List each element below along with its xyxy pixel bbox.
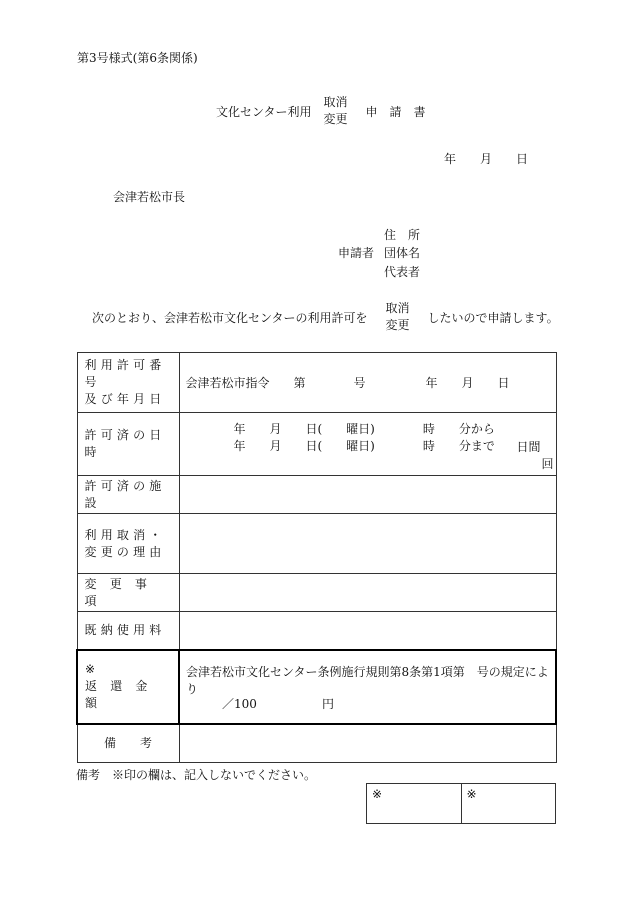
datetime-to: 年 月 日( 曜日) 時 分まで — [233, 439, 495, 453]
refund-rule: 会津若松市文化センター条例施行規則第8条第1項第 号の規定により — [186, 664, 549, 696]
refund-label-text: 返還金額 — [85, 679, 161, 710]
office-use-boxes — [366, 783, 556, 824]
refund-field[interactable] — [179, 650, 556, 724]
office-use-mark-1: ※ — [372, 787, 383, 801]
permit-number-label — [77, 353, 179, 413]
facility-label — [77, 476, 179, 514]
reason-label — [77, 514, 179, 574]
row-permit-datetime — [77, 413, 556, 476]
reason-label-line2: 変更の理由 — [84, 544, 166, 559]
row-permit-number — [77, 353, 556, 413]
change-items-label — [77, 574, 179, 612]
date-line: 年 月 日 — [444, 152, 529, 166]
change-items-label-text: 変更事項 — [84, 576, 161, 608]
footnote: 備考 ※印の欄は、記入しないでください。 — [76, 768, 317, 782]
refund-ratio: ／100 — [222, 696, 257, 711]
fee-paid-label — [77, 612, 179, 650]
permit-datetime-label-text: 許可済の日時 — [84, 428, 166, 459]
row-fee-paid — [77, 612, 556, 650]
facility-label-text: 許可済の施設 — [84, 478, 166, 510]
permit-datetime-field[interactable] — [179, 413, 556, 476]
statement-option-change: 変更 — [385, 318, 410, 332]
reason-field[interactable] — [179, 514, 556, 574]
permit-number-label-line2: 及び年月日 — [84, 392, 166, 406]
remarks-label — [77, 724, 179, 763]
datetime-days: 日間 — [516, 440, 541, 454]
row-facility — [77, 476, 556, 514]
row-remarks — [77, 724, 556, 763]
row-change-items — [77, 574, 556, 612]
row-refund — [77, 650, 556, 724]
fee-paid-label-text: 既納使用料 — [84, 622, 166, 637]
change-items-field[interactable] — [179, 574, 556, 612]
statement-prefix: 次のとおり、会津若松市文化センターの利用許可を — [92, 310, 368, 325]
applicant-label: 申請者 — [338, 246, 375, 260]
addressee: 会津若松市長 — [113, 190, 186, 204]
statement-options — [386, 300, 410, 334]
permit-datetime-label — [77, 413, 179, 476]
datetime-times: 回 — [541, 457, 554, 471]
statement — [92, 300, 559, 334]
permit-number-field[interactable] — [179, 353, 556, 413]
datetime-lines — [234, 421, 495, 455]
refund-mark: ※ — [85, 662, 96, 676]
permit-number-label-line1: 利用許可番号 — [84, 358, 166, 389]
permit-number-value: 会津若松市指令 第 号 年 月 日 — [185, 376, 510, 390]
title-option-cancel: 取消 — [323, 95, 348, 109]
statement-suffix: したいので申請します。 — [427, 310, 559, 325]
reason-label-line1: 利用取消・ — [84, 527, 166, 542]
refund-unit: 円 — [322, 696, 335, 711]
fee-paid-field[interactable] — [179, 612, 556, 650]
statement-option-cancel: 取消 — [385, 301, 410, 315]
title-option-change: 変更 — [323, 112, 348, 126]
document-title — [216, 94, 426, 128]
application-table — [76, 352, 557, 763]
title-prefix: 文化センター利用 — [216, 104, 312, 119]
applicant-group-label: 団体名 — [384, 246, 421, 260]
title-options — [324, 94, 348, 128]
form-number: 第3号様式(第6条関係) — [77, 51, 198, 65]
office-use-box-2 — [461, 784, 556, 824]
remarks-field[interactable] — [179, 724, 556, 763]
refund-label — [77, 650, 179, 724]
applicant-address-label: 住 所 — [384, 228, 421, 242]
title-suffix: 申 請 書 — [365, 104, 426, 119]
datetime-from: 年 月 日( 曜日) 時 分から — [233, 422, 495, 436]
facility-field[interactable] — [179, 476, 556, 514]
row-reason — [77, 514, 556, 574]
office-use-box-1 — [367, 784, 462, 824]
remarks-label-text: 備 考 — [103, 735, 152, 750]
office-use-mark-2: ※ — [466, 787, 477, 801]
applicant-representative-label: 代表者 — [384, 265, 421, 279]
